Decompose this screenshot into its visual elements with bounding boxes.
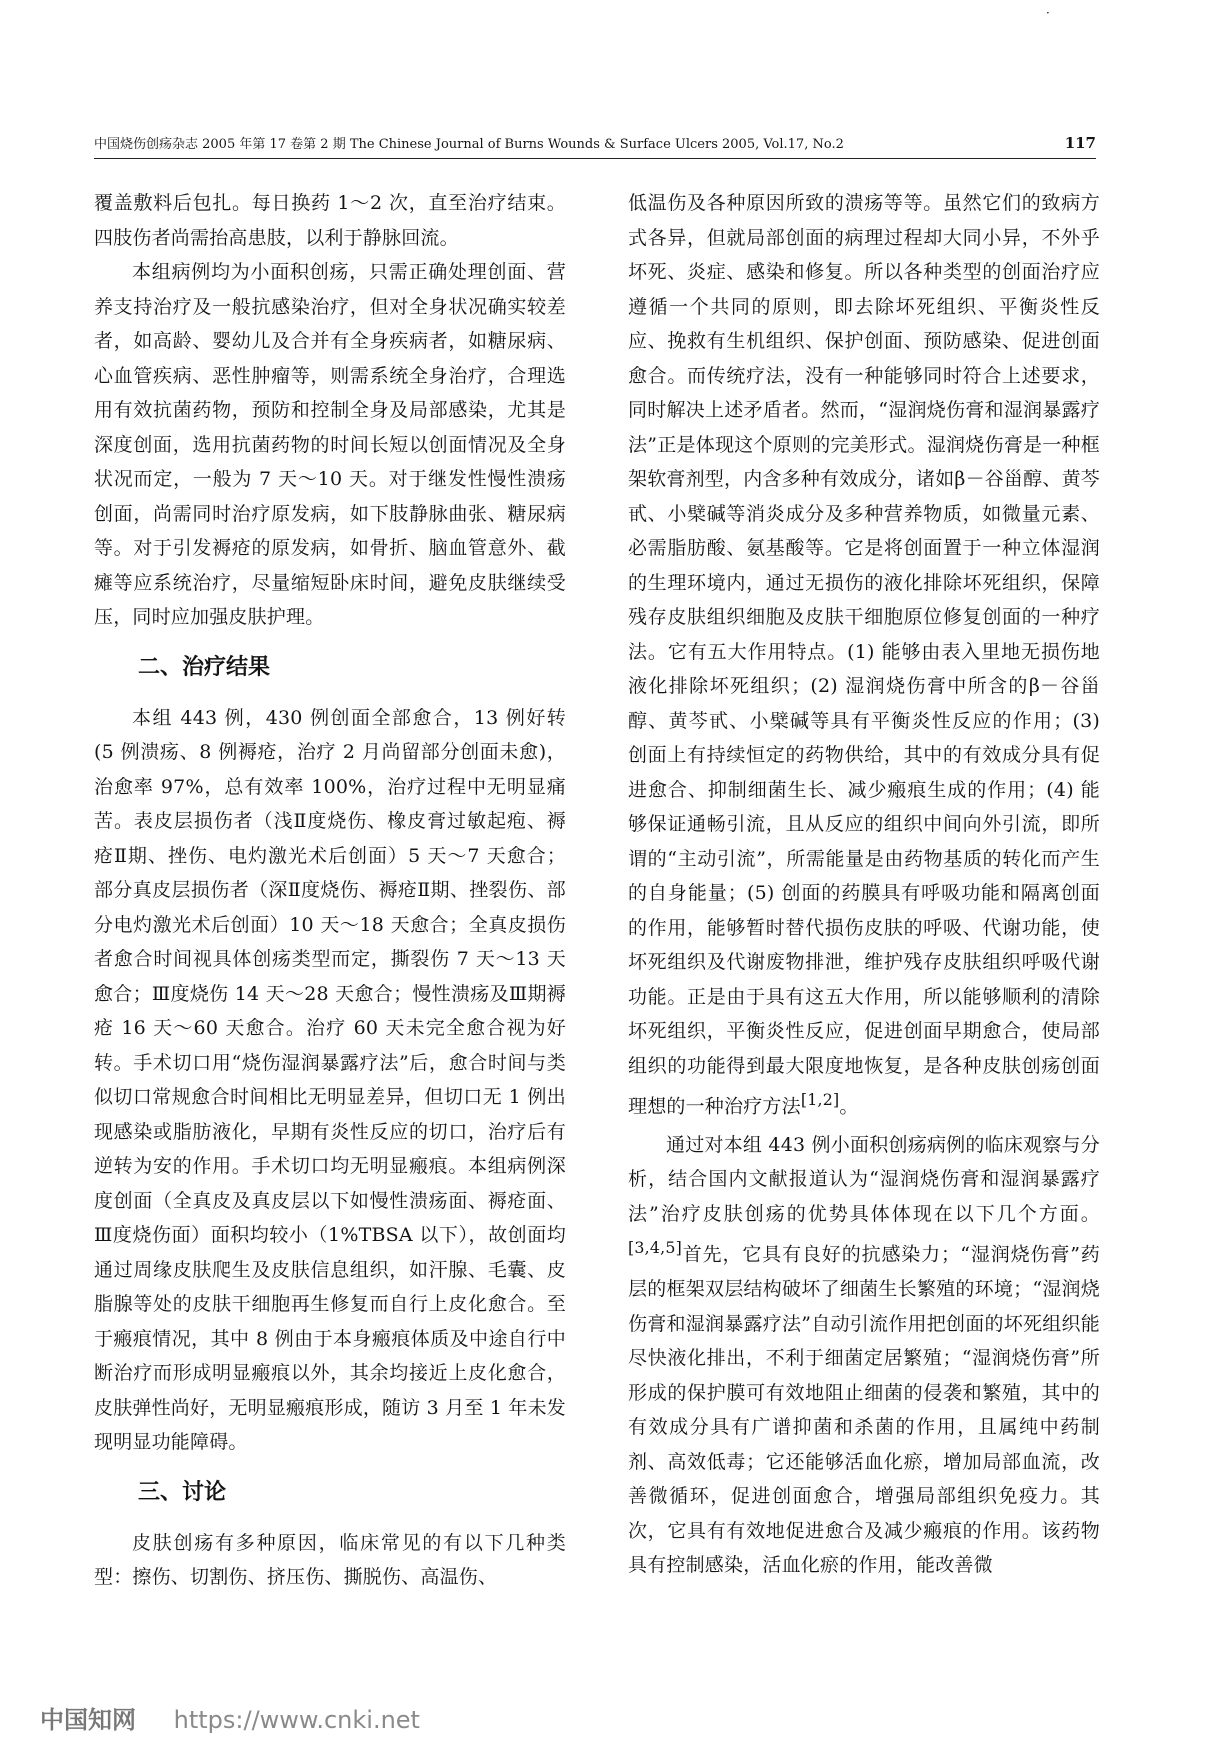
- section-heading-results: 二、治疗结果: [138, 654, 271, 680]
- paragraph: 覆盖敷料后包扎。每日换药 1～2 次，直至治疗结束。四肢伤者尚需抬高患肢，以利于静脉回流。: [94, 192, 566, 249]
- running-header: [94, 132, 1096, 159]
- journal-citation: 中国烧伤创疡杂志 2005 年第 17 卷第 2 期 The Chinese Journal of Burns Wounds & Surface Ulcers 2005, Vol.17, No.2: [94, 137, 844, 152]
- left-column: [94, 186, 566, 1595]
- right-column: [628, 186, 1100, 1583]
- page-number: 117: [1064, 134, 1096, 152]
- citation: [1,2]: [800, 1090, 840, 1109]
- cnki-logo: 中国知网: [40, 1706, 136, 1734]
- paragraph: [628, 1128, 1100, 1583]
- citation: [3,4,5]: [628, 1238, 683, 1258]
- paragraph: 本组病例均为小面积创疡，只需正确处理创面、营养支持治疗及一般抗感染治疗，但对全身状况确实较差者，如高龄、婴幼儿及合并有全身疾病者，如糖尿病、心血管疾病、恶性肿瘤等，则需系统全身治疗，合理选用有效抗菌药物，预防和控制全身及局部感染，尤其是深度创面，选用抗菌药物的时间长短以创面情况及全身状况而定，一般为 7 天～10 天。对于继发性慢性溃疡创面，尚需同时治疗原发病，如下肢静脉曲张、糖尿病等。对于引发褥疮的原发病，如骨折、脑血管意外、截瘫等应系统治疗，尽量缩短卧床时间，避免皮肤继续受压，同时应加强皮肤护理。: [94, 261, 566, 628]
- paragraph: [628, 186, 1100, 1124]
- watermark: [40, 1700, 420, 1735]
- watermark-url: https://www.cnki.net: [173, 1706, 420, 1734]
- paragraph-text: 首先，它具有良好的抗感染力；“湿润烧伤膏”药层的框架双层结构破坏了细菌生长繁殖的环境；“湿润烧伤膏和湿润暴露疗法”自动引流作用把创面的坏死组织能尽快液化排出，不利于细菌定居繁殖；“湿润烧伤膏”所形成的保护膜可有效地阻止细菌的侵袭和繁殖，其中的有效成分具有广谱抑菌和杀菌的作用，且属纯中药制剂、高效低毒；它还能够活血化瘀，增加局部血流，改善微循环，促进创面愈合，增强局部组织免疫力。其次，它具有有效地促进愈合及减少瘢痕的作用。该药物具有控制感染，活血化瘀的作用，能改善微: [628, 1243, 1100, 1577]
- corner-dot: ·: [1046, 6, 1050, 20]
- paragraph-end: 。: [839, 1095, 859, 1118]
- paragraph: 本组 443 例，430 例创面全部愈合，13 例好转 (5 例溃疡、8 例褥疮，治疗 2 月尚留部分创面未愈)，治愈率 97%，总有效率 100%，治疗过程中无明显痛苦。表皮层损伤者（浅Ⅱ度烧伤、橡皮膏过敏起疱、褥疮Ⅱ期、挫伤、电灼激光术后创面）5 天～7 天愈合；部分真皮层损伤者（深Ⅱ度烧伤、褥疮Ⅱ期、挫裂伤、部分电灼激光术后创面）10 天～18 天愈合；全真皮损伤者愈合时间视具体创疡类型而定，撕裂伤 7 天～13 天愈合；Ⅲ度烧伤 14 天～28 天愈合；慢性溃疡及Ⅲ期褥疮 16 天～60 天愈合。治疗 60 天未完全愈合视为好转。手术切口用“烧伤湿润暴露疗法”后，愈合时间与类似切口常规愈合时间相比无明显差异，但切口无 1 例出现感染或脂肪液化，早期有炎性反应的切口，治疗后有逆转为安的作用。手术切口均无明显瘢痕。本组病例深度创面（全真皮及真皮层以下如慢性溃疡面、褥疮面、Ⅲ度烧伤面）面积均较小（1%TBSA 以下），故创面均通过周缘皮肤爬生及皮肤信息组织，如汗腺、毛囊、皮脂腺等处的皮肤干细胞再生修复而自行上皮化愈合。至于瘢痕情况，其中 8 例由于本身瘢痕体质及中途自行中断治疗而形成明显瘢痕以外，其余均接近上皮化愈合，皮肤弹性尚好，无明显瘢痕形成，随访 3 月至 1 年未发现明显功能障碍。: [94, 706, 566, 1453]
- paragraph-text: 通过对本组 443 例小面积创疡病例的临床观察与分析，结合国内文献报道认为“湿润烧伤膏和湿润暴露疗法”治疗皮肤创疡的优势具体体现在以下几个方面。: [628, 1133, 1100, 1225]
- section-heading-discussion: 三、讨论: [138, 1479, 227, 1505]
- paragraph: 皮肤创疡有多种原因，临床常见的有以下几种类型：擦伤、切割伤、挤压伤、撕脱伤、高温伤、: [94, 1531, 566, 1588]
- paragraph-text: 低温伤及各种原因所致的溃疡等等。虽然它们的致病方式各异，但就局部创面的病理过程却大同小异，不外乎坏死、炎症、感染和修复。所以各种类型的创面治疗应遵循一个共同的原则，即去除坏死组织、平衡炎性反应、挽救有生机组织、保护创面、预防感染、促进创面愈合。而传统疗法，没有一种能够同时符合上述要求，同时解决上述矛盾者。然而，“湿润烧伤膏和湿润暴露疗法”正是体现这个原则的完美形式。湿润烧伤膏是一种框架软膏剂型，内含多种有效成分，诸如β－谷甾醇、黄芩甙、小檗碱等消炎成分及多种营养物质，如微量元素、必需脂肪酸、氨基酸等。它是将创面置于一种立体湿润的生理环境内，通过无损伤的液化排除坏死组织，保障残存皮肤组织细胞及皮肤干细胞原位修复创面的一种疗法。它有五大作用特点。(1) 能够由表入里地无损伤地液化排除坏死组织；(2) 湿润烧伤膏中所含的β－谷甾醇、黄芩甙、小檗碱等具有平衡炎性反应的作用；(3) 创面上有持续恒定的药物供给，其中的有效成分具有促进愈合、抑制细菌生长、减少瘢痕生成的作用；(4) 能够保证通畅引流，且从反应的组织中间向外引流，即所谓的“主动引流”，所需能量是由药物基质的转化而产生的自身能量；(5) 创面的药膜具有呼吸功能和隔离创面的作用，能够暂时替代损伤皮肤的呼吸、代谢功能，使坏死组织及代谢废物排泄，维护残存皮肤组织呼吸代谢功能。正是由于具有这五大作用，所以能够顺利的清除坏死组织，平衡炎性反应，促进创面早期愈合，使局部组织的功能得到最大限度地恢复，是各种皮肤创疡创面理想的一种治疗方法: [628, 192, 1100, 1118]
